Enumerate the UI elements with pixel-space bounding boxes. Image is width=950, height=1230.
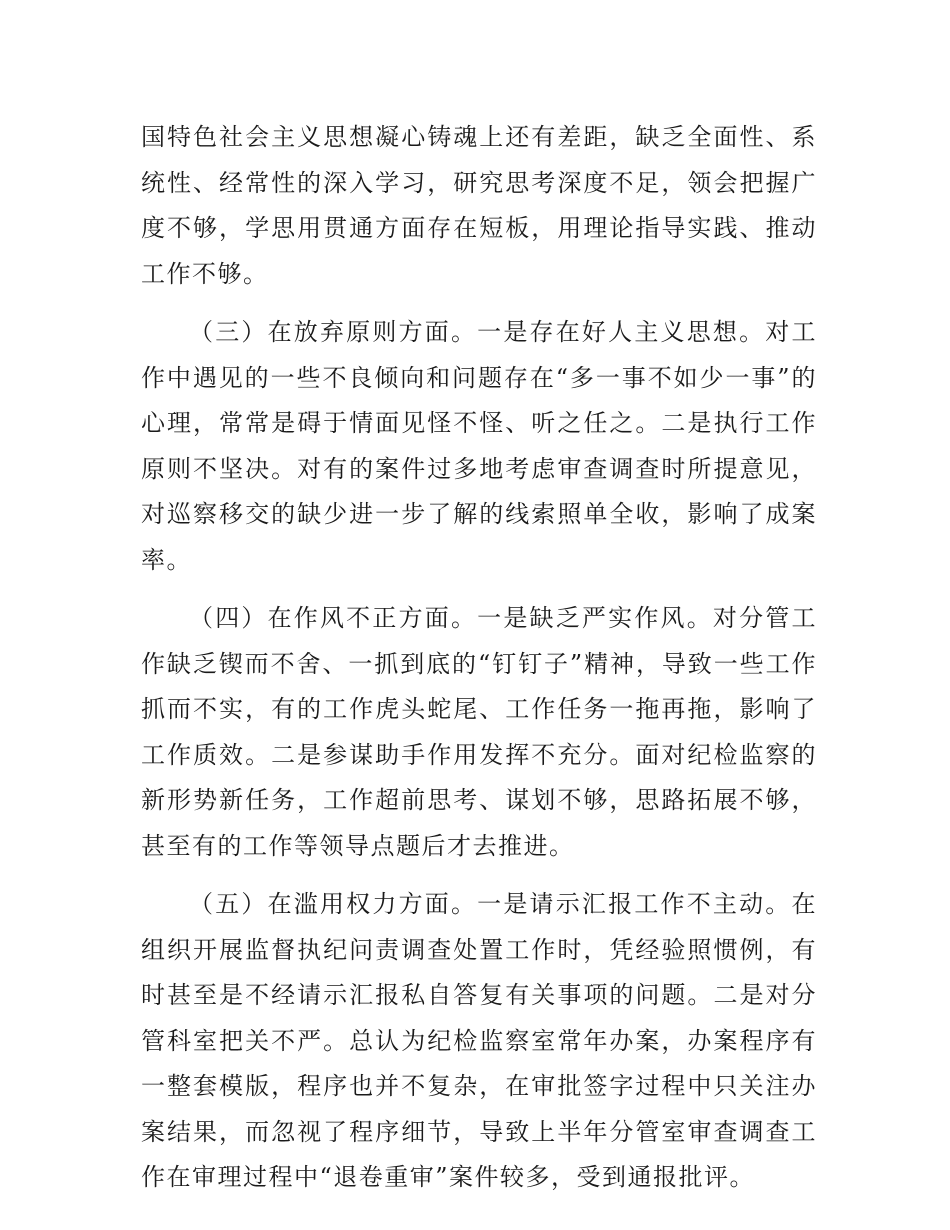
paragraph-section-5: （五）在滥用权力方面。一是请示汇报工作不主动。在组织开展监督执纪问责调查处置工作时，凭经验照惯例，有时甚至是不经请示汇报私自答复有关事项的问题。二是对分管科室把关不严。总认为纪检监察室常年办案，办案程序有一整套模版，程序也并不复杂，在审批签字过程中只关注办案结果，而忽视了程序细节，导致上半年分管室审查调查工作在审理过程中“退卷重审”案件较多，受到通报批评。 [141, 890, 817, 1191]
paragraph-continuation: 国特色社会主义思想凝心铸魂上还有差距，缺乏全面性、系统性、经常性的深入学习，研究思考深度不足，领会把握广度不够，学思用贯通方面存在短板，用理论指导实践、推动工作不够。 [141, 123, 817, 288]
paragraph-section-3: （三）在放弃原则方面。一是存在好人主义思想。对工作中遇见的一些不良倾向和问题存在“多一事不如少一事”的心理，常常是碍于情面见怪不怪、听之任之。二是执行工作原则不坚决。对有的案件过多地考虑审查调查时所提意见，对巡察移交的缺少进一步了解的线索照单全收，影响了成案率。 [141, 318, 817, 574]
document-body [141, 115, 817, 1214]
paragraph-section-4: （四）在作风不正方面。一是缺乏严实作风。对分管工作缺乏锲而不舍、一抓到底的“钉钉子”精神，导致一些工作抓而不实，有的工作虎头蛇尾、工作任务一拖再拖，影响了工作质效。二是参谋助手作用发挥不充分。面对纪检监察的新形势新任务，工作超前思考、谋划不够，思路拓展不够，甚至有的工作等领导点题后才去推进。 [141, 604, 817, 860]
